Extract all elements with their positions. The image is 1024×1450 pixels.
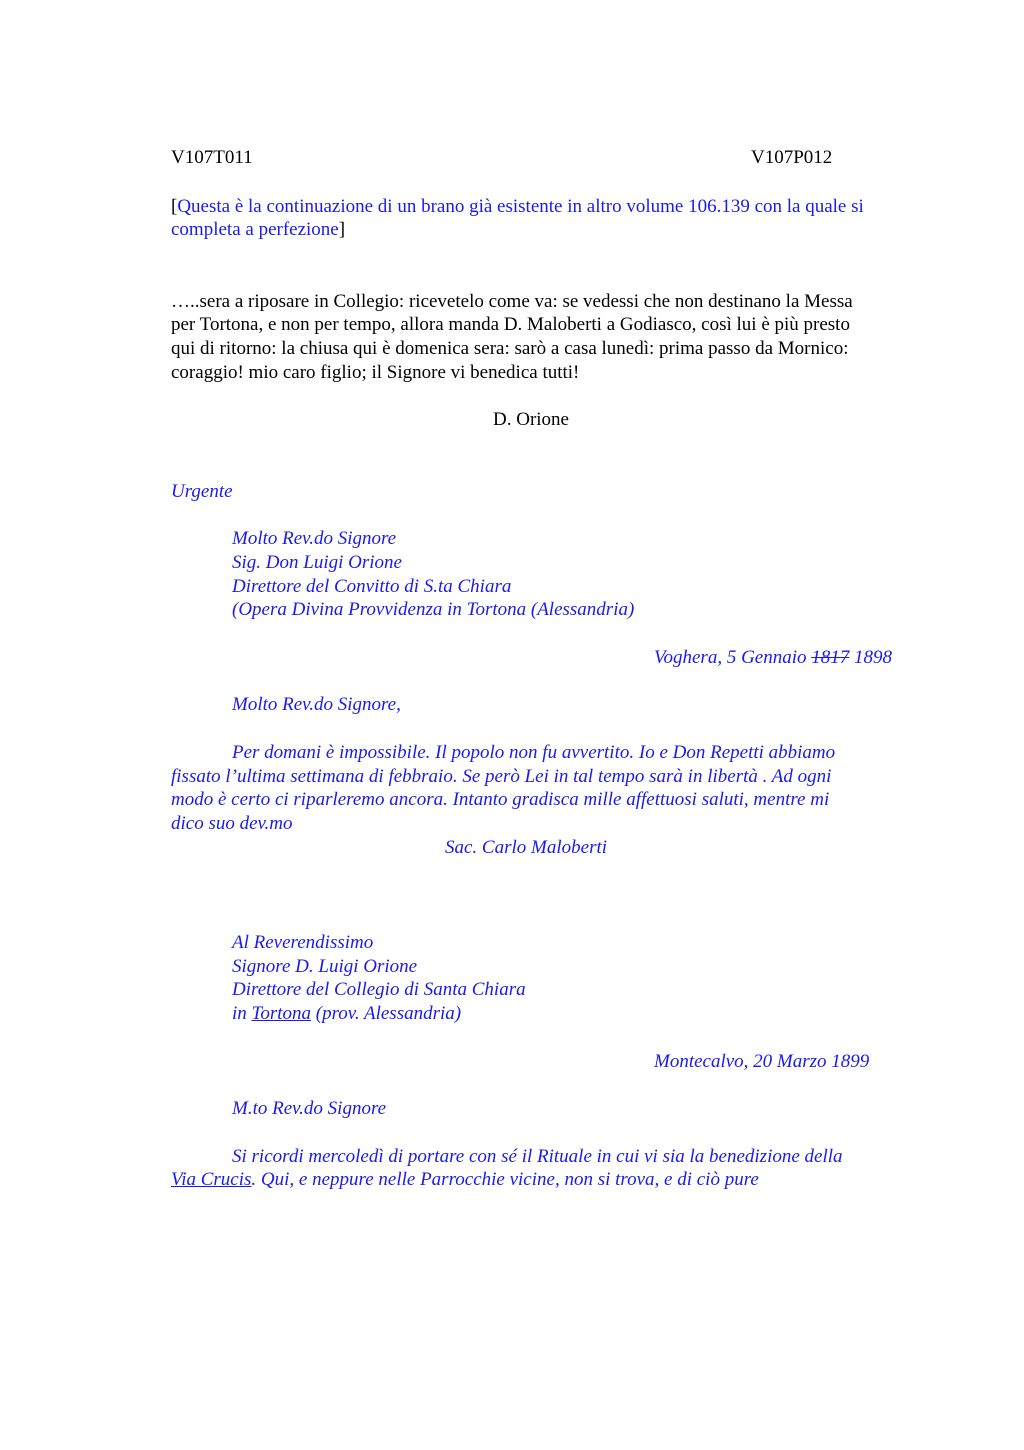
letter2-body-line: fissato l’ultima settimana di febbraio. Se però Lei in tal tempo sarà in libertà . Ad ogni xyxy=(171,766,832,787)
document-code-left: V107T011 xyxy=(171,147,253,168)
letter3-date: Montecalvo, 20 Marzo 1899 xyxy=(654,1051,870,1072)
letter3-body-line: Si ricordi mercoledì di portare con sé il Rituale in cui vi sia la benedizione della xyxy=(232,1146,843,1167)
address-suffix: (prov. Alessandria) xyxy=(311,1003,462,1024)
letter3-address-line: Direttore del Collegio di Santa Chiara xyxy=(232,979,526,1000)
editor-note-text-2: completa a perfezione xyxy=(171,219,339,240)
address-prefix: in xyxy=(232,1003,252,1024)
letter2-salutation: Molto Rev.do Signore, xyxy=(232,694,401,715)
letter2-body-line: modo è certo ci riparleremo ancora. Intanto gradisca mille affettuosi saluti, mentre mi xyxy=(171,789,830,810)
editor-note-line-2 xyxy=(171,218,345,242)
letter3-address-line: Al Reverendissimo xyxy=(232,932,374,953)
date-suffix: 1898 xyxy=(849,647,893,668)
bracket-close: ] xyxy=(338,219,346,240)
date-prefix: Voghera, 5 Gennaio xyxy=(654,647,812,668)
letter3-body-line xyxy=(171,1168,759,1192)
document-code-right: V107P012 xyxy=(751,147,833,168)
letter2-body-line: Per domani è impossibile. Il popolo non fu avvertito. Io e Don Repetti abbiamo xyxy=(232,742,836,763)
editor-note-line-1 xyxy=(171,195,864,219)
letter1-line: coraggio! mio caro figlio; il Signore vi benedica tutti! xyxy=(171,362,580,383)
letter3-address-line: Signore D. Luigi Orione xyxy=(232,956,418,977)
struck-year: 1817 xyxy=(811,647,850,668)
bracket-open: [ xyxy=(171,196,178,217)
letter2-address-line: Direttore del Convitto di S.ta Chiara xyxy=(232,576,512,597)
letter1-signature: D. Orione xyxy=(493,409,569,430)
letter1-line: …..sera a riposare in Collegio: ricevetelo come va: se vedessi che non destinano la Messa xyxy=(171,291,853,312)
letter3-address-line xyxy=(232,1002,461,1026)
letter2-address-line: (Opera Divina Provvidenza in Tortona (Alessandria) xyxy=(232,599,635,620)
letter2-body-line: dico suo dev.mo xyxy=(171,813,293,834)
city-underlined: Tortona xyxy=(251,1003,312,1024)
via-crucis-underlined: Via Crucis xyxy=(171,1169,252,1190)
urgent-label: Urgente xyxy=(171,481,233,502)
letter2-signature: Sac. Carlo Maloberti xyxy=(445,837,608,858)
letter1-line: qui di ritorno: la chiusa qui è domenica sera: sarò a casa lunedì: prima passo da Mornico: xyxy=(171,338,849,359)
editor-note-text-1: Questa è la continuazione di un brano già esistente in altro volume 106.139 con la quale si xyxy=(177,196,864,217)
letter2-date xyxy=(654,646,892,670)
body-rest: . Qui, e neppure nelle Parrocchie vicine, non si trova, e di ciò pure xyxy=(251,1169,759,1190)
letter2-address-line: Sig. Don Luigi Orione xyxy=(232,552,402,573)
letter2-address-line: Molto Rev.do Signore xyxy=(232,528,397,549)
letter1-line: per Tortona, e non per tempo, allora manda D. Maloberti a Godiasco, così lui è più presto xyxy=(171,314,850,335)
letter3-salutation: M.to Rev.do Signore xyxy=(232,1098,387,1119)
